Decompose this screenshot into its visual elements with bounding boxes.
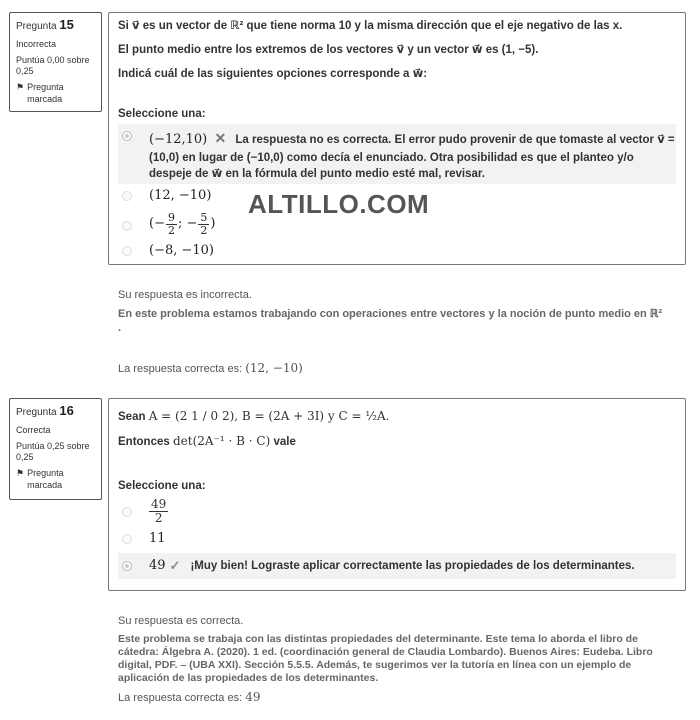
answer-value: $\frac{49}{2}$	[151, 496, 167, 525]
right-answer: La respuesta correcta es: (12, −10)	[118, 361, 303, 375]
answer-radio[interactable]	[122, 191, 132, 201]
answer-option[interactable]	[118, 124, 676, 184]
question-text-line: Si v⃗ es un vector de ℝ² que tiene norma 10 y la misma dirección que el eje negativo de las x.	[118, 20, 623, 32]
flag-icon: ⚑	[16, 82, 25, 93]
answer-prompt: Seleccione una:	[118, 479, 206, 492]
answer-radio[interactable]	[122, 534, 132, 544]
right-answer: La respuesta correcta es: 49	[118, 690, 261, 704]
question-feedback-15	[118, 288, 663, 376]
question-grade: Puntúa 0,00 sobre 0,25	[16, 54, 90, 76]
answer-option[interactable]	[118, 527, 676, 553]
flag-label: Pregunta marcada	[27, 82, 64, 104]
question-info-15	[9, 12, 102, 112]
question-number: Pregunta 16	[16, 403, 74, 418]
check-icon: ✓	[169, 557, 181, 573]
answer-value: (− $\frac{9}{2}$ ; − $\frac{5}{2}$ )	[149, 210, 216, 237]
answer-radio[interactable]	[122, 131, 132, 141]
answer-radio[interactable]	[122, 507, 132, 517]
answer-prompt: Seleccione una:	[118, 107, 206, 120]
answer-feedback: ¡Muy bien! Lograste aplicar correctamente las propiedades de los determinantes.	[190, 559, 635, 572]
answer-radio[interactable]	[122, 561, 132, 571]
answer-value: (−12,10)	[149, 131, 208, 147]
question-state: Incorrecta	[16, 38, 57, 49]
feedback-state: Su respuesta es incorrecta.	[118, 289, 252, 301]
answer-feedback: La respuesta no es correcta. El error pudo provenir de que tomaste al vector v⃗ = (10,0) en lugar de (−10,0) como decía el enunciado. Otra posibilidad es que el planteo y/o despeje de w⃗ en la fórmula del punto medio esté mal, revisar.	[149, 133, 675, 180]
question-text	[118, 405, 676, 450]
answer-value: (12, −10)	[149, 187, 212, 203]
question-feedback-16	[118, 614, 663, 705]
general-feedback: En este problema estamos trabajando con operaciones entre vectores y la noción de punto medio en ℝ² .	[118, 308, 663, 334]
question-formulation-16	[108, 398, 686, 591]
question-info-16	[9, 398, 102, 500]
question-text	[118, 19, 676, 82]
question-grade: Puntúa 0,25 sobre 0,25	[16, 440, 90, 462]
answer-value: 49	[149, 557, 166, 573]
question-number: Pregunta 15	[16, 17, 74, 32]
question-text-line: Indicá cuál de las siguientes opciones corresponde a w⃗:	[118, 67, 428, 80]
flag-question-toggle[interactable]	[16, 82, 95, 105]
answer-option[interactable]	[118, 239, 676, 265]
answer-radio[interactable]	[122, 246, 132, 256]
answer-value: (−8, −10)	[149, 242, 215, 258]
feedback-state: Su respuesta es correcta.	[118, 615, 244, 627]
answer-value: 11	[149, 530, 166, 546]
flag-question-toggle[interactable]	[16, 468, 95, 491]
question-text-line: Sean A = (2 1 / 0 2), B = (2A + 3I) y C = ½A.	[118, 409, 390, 423]
answer-option[interactable]	[118, 496, 676, 527]
question-text-line: El punto medio entre los extremos de los vectores v⃗ y un vector w⃗ es (1, −5).	[118, 43, 539, 56]
general-feedback: Este problema se trabaja con las distintas propiedades del determinante. Este tema lo aborda el libro de cátedra: Álgebra A. (2020). 1 ed. (coordinación general de Claudia Lombardo). Buenos Aires: Eudeba. Libro digital, PDF. – (UBA XXI). Sección 5.5.5. Además, te sugerimos ver la tutoría en línea con un ejemplo de aplicación de las propiedades de los determinantes.	[118, 633, 653, 684]
answer-option[interactable]	[118, 553, 676, 579]
cross-icon: ✕	[214, 129, 227, 146]
question-formulation-15	[108, 12, 686, 265]
question-state: Correcta	[16, 424, 51, 435]
watermark: ALTILLO.COM	[248, 189, 430, 219]
question-text-line: Entonces det(2A⁻¹ · B · C) vale	[118, 433, 296, 448]
flag-icon: ⚑	[16, 468, 25, 479]
answer-radio[interactable]	[122, 221, 132, 231]
flag-label: Pregunta marcada	[27, 468, 64, 490]
